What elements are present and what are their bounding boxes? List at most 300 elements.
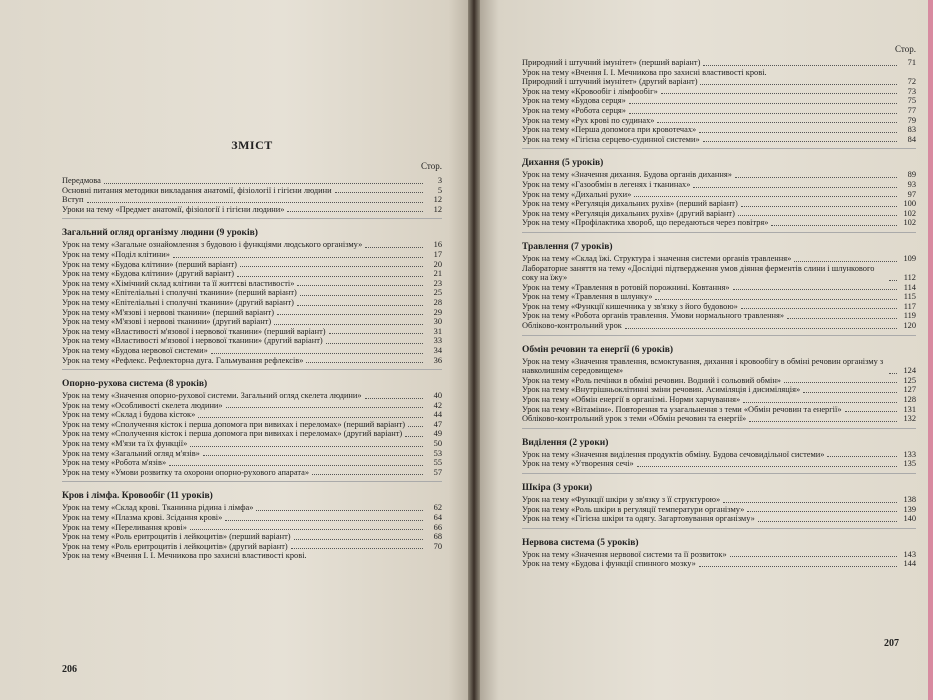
dot-leader: [300, 295, 423, 296]
dot-leader: [634, 196, 897, 197]
dot-leader: [277, 314, 423, 315]
toc-entry: [522, 180, 916, 190]
toc-section: [522, 428, 916, 469]
toc-entry-page: 140: [903, 514, 916, 524]
toc-entry-title: Вступ: [62, 195, 84, 205]
toc-entry-title: Урок на тему «Поділ клітини»: [62, 249, 170, 259]
toc-entry-title: Урок на тему «Роль еритроцитів і лейкоцитів» (перший варіант): [62, 532, 291, 542]
dot-leader: [203, 455, 423, 456]
dot-leader: [794, 261, 897, 262]
toc-entry-title: Урок на тему «Гігієна шкіри та одягу. Загартовування організму»: [522, 514, 755, 524]
toc-entry-page: 25: [433, 288, 442, 298]
dot-leader: [211, 353, 423, 354]
dot-leader: [730, 556, 897, 557]
toc-entry-title: Урок на тему «Особливості скелета людини»: [62, 400, 223, 410]
toc-entry: [62, 260, 442, 270]
toc-entry-title: Обліково-контрольний урок з теми «Обмін речовин та енергії»: [522, 414, 747, 424]
toc-entry-title: Урок на тему «Регуляція дихальних рухів» (перший варіант): [522, 199, 738, 209]
section-title: Шкіра (3 уроки): [522, 483, 593, 493]
section-title: Нервова система (5 уроків): [522, 537, 639, 548]
dot-leader: [225, 520, 423, 521]
right-page: [476, 0, 933, 700]
dot-leader: [723, 502, 897, 503]
dot-leader: [889, 373, 897, 374]
dot-leader: [655, 299, 897, 300]
dot-leader: [173, 257, 423, 258]
toc-entry-title: Урок на тему «М'язи та їх функції»: [62, 439, 188, 449]
dot-leader: [629, 113, 897, 114]
toc-entry-page: 5: [437, 185, 442, 195]
dot-leader: [693, 187, 897, 188]
page-number: 207: [884, 638, 899, 649]
dot-leader: [784, 382, 897, 383]
toc-entry-page: 138: [903, 495, 916, 504]
dot-leader: [657, 122, 897, 123]
toc-entry-page: 139: [903, 504, 916, 514]
toc-entry-title: Урок на тему «Утворення сечі»: [522, 459, 634, 469]
toc-entry-title: Передмова: [62, 176, 101, 185]
toc-entry: [522, 495, 916, 505]
toc-entry: [522, 459, 916, 469]
toc-entry-page: 132: [903, 414, 916, 424]
toc-entry-title: Природний і штучний імунітет» (другий варіант): [522, 77, 698, 87]
dot-leader: [703, 65, 897, 66]
toc-entry-page: 120: [903, 321, 916, 331]
toc-entry: [62, 356, 442, 366]
toc-section: [522, 528, 916, 569]
toc-entry-title: Урок на тему «Значення нервової системи та її розвиток»: [522, 549, 727, 559]
toc-entry-page: 57: [433, 467, 442, 477]
toc-entry: [62, 532, 442, 542]
toc-entry-page: 83: [907, 125, 916, 135]
section-divider: [522, 148, 916, 149]
section-divider: [522, 428, 916, 429]
toc-entry-page: 40: [433, 391, 442, 401]
section-title: Травлення (7 уроків): [522, 241, 613, 252]
toc-entry-title: Урок на тему «Умови розвитку та охорони опорно-рухового апарата»: [62, 467, 310, 477]
section-divider: [62, 218, 442, 219]
toc-entry: [62, 458, 442, 468]
dot-leader: [104, 183, 423, 184]
toc-entry: [522, 106, 916, 116]
dot-leader: [190, 446, 423, 447]
toc-entry: [522, 505, 916, 515]
toc-entry-title: Уроки на тему «Предмет анатомії, фізіології і гігієни людини»: [62, 204, 285, 214]
toc-entry-page: 30: [433, 317, 442, 327]
toc-entry-title: Урок на тему «Сполучення кісток і перша допомога при вивихах і переломах» (другий варіант): [62, 429, 403, 439]
toc-entry-title: Урок на тему «Склад і будова кісток»: [62, 410, 196, 420]
right-toc-list: [522, 58, 916, 569]
dot-leader: [240, 266, 423, 267]
toc-entry: [62, 449, 442, 459]
dot-leader: [87, 202, 423, 203]
toc-section: [62, 176, 442, 214]
dot-leader: [700, 84, 897, 85]
section-title: Опорно-рухова система (8 уроків): [62, 379, 208, 390]
toc-entry: [62, 250, 442, 260]
toc-entry-page: 23: [433, 278, 442, 288]
toc-entry-page: 12: [433, 204, 442, 214]
toc-entry-page: 17: [433, 249, 442, 259]
dot-leader: [845, 411, 897, 412]
section-title: Виділення (2 уроки): [522, 437, 609, 448]
toc-entry-title: Урок на тему «Загальний огляд м'язів»: [62, 448, 200, 458]
dot-leader: [405, 436, 423, 437]
toc-section: [522, 58, 916, 144]
toc-entry-page: 16: [433, 240, 442, 250]
toc-entry-page: 44: [433, 410, 442, 420]
toc-entry-page: 124: [903, 366, 916, 376]
toc-section: [522, 335, 916, 424]
dot-leader: [256, 510, 423, 511]
dot-leader: [306, 362, 423, 363]
dot-leader: [758, 521, 897, 522]
toc-entry-title: Лабораторне заняття на тему «Дослідні підтвердження умов діяння ферментів слини і шлункового соку на їжу»: [522, 263, 875, 283]
toc-entry-title: Урок на тему «Роль печінки в обміні речовин. Водний і сольовий обмін»: [522, 375, 781, 385]
toc-entry: [62, 195, 442, 205]
toc-entry-title: Урок на тему «Властивості м'язової і нервової тканини» (другий варіант): [62, 336, 323, 346]
dot-leader: [747, 511, 897, 512]
toc-entry: [62, 288, 442, 298]
toc-entry-title: Урок на тему «Робота м'язів»: [62, 458, 167, 468]
dot-leader: [190, 529, 423, 530]
left-toc-list: [62, 176, 442, 561]
toc-entry-page: 62: [433, 503, 442, 513]
toc-entry-page: 128: [903, 395, 916, 405]
toc-entry-page: 31: [433, 326, 442, 336]
toc-entry-page: 84: [907, 134, 916, 144]
toc-entry: [522, 302, 916, 312]
right-header: [522, 44, 916, 54]
section-divider: [522, 528, 916, 529]
toc-section: [522, 148, 916, 228]
dot-leader: [827, 456, 897, 457]
section-title: Загальний огляд організму людини (9 уроків): [62, 228, 258, 239]
toc-entry: [62, 429, 442, 439]
toc-section: [62, 369, 442, 477]
toc-entry: [522, 68, 916, 78]
toc-entry-page: 50: [433, 439, 442, 449]
toc-entry-page: 93: [907, 179, 916, 189]
section-divider: [522, 335, 916, 336]
toc-entry-title: Урок на тему «Рух крові по судинах»: [522, 115, 655, 125]
dot-leader: [637, 466, 897, 467]
dot-leader: [274, 324, 423, 325]
toc-entry-title: Урок на тему «Склад крові. Тканинна рідина і лімфа»: [62, 503, 254, 513]
toc-entry-page: 42: [433, 400, 442, 410]
toc-entry-title: Урок на тему «Значення виділення продуктів обміну. Будова сечовидільної системи»: [522, 449, 825, 459]
toc-entry: [62, 186, 442, 196]
toc-entry: [522, 357, 916, 376]
toc-entry-title: Урок на тему «Внутрішньоклітинні зміни речовин. Асиміляція і дисиміляція»: [522, 385, 801, 395]
toc-entry-title: Урок на тему «Кровообіг і лімфообіг»: [522, 86, 658, 96]
dot-leader: [294, 539, 423, 540]
toc-entry-page: 135: [903, 459, 916, 469]
dot-leader: [625, 328, 897, 329]
toc-entry-page: 117: [903, 301, 916, 311]
toc-entry: [522, 283, 916, 293]
toc-entry-page: 3: [437, 176, 442, 185]
toc-entry-page: 119: [903, 311, 916, 321]
toc-entry: [522, 135, 916, 145]
section-divider: [522, 473, 916, 474]
toc-entry-page: 143: [903, 549, 916, 559]
toc-entry: [62, 269, 442, 279]
toc-entry: [522, 264, 916, 283]
toc-entry: [62, 336, 442, 346]
dot-leader: [733, 289, 897, 290]
toc-entry-page: 33: [433, 336, 442, 346]
toc-entry-page: 77: [907, 105, 916, 115]
page-column-label: Стор.: [895, 44, 916, 54]
toc-entry: [62, 523, 442, 533]
toc-entry: [522, 385, 916, 395]
dot-leader: [699, 132, 897, 133]
toc-entry-title: Урок на тему «Гігієна серцево-судинної системи»: [522, 134, 700, 144]
toc-entry-title: Урок на тему «Профілактика хвороб, що передаються через повітря»: [522, 218, 769, 228]
contents-heading-block: [62, 138, 442, 171]
toc-entry-title: Урок на тему «Загальне ознайомлення з будовою і функціями людського організму»: [62, 240, 363, 250]
toc-entry: [522, 58, 916, 68]
dot-leader: [169, 465, 423, 466]
toc-entry-title: Урок на тему «Плазма крові. Зсідання крові»: [62, 513, 223, 523]
toc-entry-title: Урок на тему «Будова нервової системи»: [62, 345, 208, 355]
toc-entry: [62, 542, 442, 552]
toc-entry-page: 97: [907, 189, 916, 199]
toc-entry: [62, 298, 442, 308]
dot-leader: [408, 426, 423, 427]
toc-entry: [62, 468, 442, 478]
toc-entry-page: 79: [907, 115, 916, 125]
toc-entry-page: 49: [433, 429, 442, 439]
page-number: 206: [62, 664, 77, 675]
toc-entry: [62, 279, 442, 289]
toc-entry-title: Урок на тему «Значення травлення, всмоктування, дихання і кровообігу в обміні речовин організму з навколишнім середовищем»: [522, 356, 884, 376]
toc-entry: [522, 376, 916, 386]
toc-entry-page: 102: [903, 208, 916, 218]
toc-entry-title: Урок на тему «Переливання крові»: [62, 522, 187, 532]
toc-entry-page: 75: [907, 96, 916, 106]
toc-entry-title: Урок на тему «Робота серця»: [522, 105, 626, 115]
toc-entry-title: Урок на тему «Травлення в ротовій порожнині. Ковтання»: [522, 282, 730, 292]
cover-edge: [928, 0, 933, 700]
toc-entry-page: 127: [903, 385, 916, 395]
toc-entry: [522, 77, 916, 87]
toc-entry-title: Урок на тему «Травлення в шлунку»: [522, 292, 653, 302]
toc-entry: [522, 209, 916, 219]
toc-entry-page: 20: [433, 259, 442, 269]
toc-entry-page: 100: [903, 199, 916, 209]
toc-entry: [522, 87, 916, 97]
toc-entry: [522, 218, 916, 228]
toc-entry-page: 29: [433, 307, 442, 317]
dot-leader: [738, 215, 897, 216]
book-gutter: [468, 0, 480, 700]
toc-entry-page: 28: [433, 297, 442, 307]
toc-entry-page: 47: [433, 419, 442, 429]
dot-leader: [312, 474, 423, 475]
toc-entry-page: 12: [433, 195, 442, 205]
toc-entry-page: 144: [903, 559, 916, 569]
toc-entry-page: 114: [903, 282, 916, 292]
toc-entry-title: Урок на тему «Роль еритроцитів і лейкоцитів» (другий варіант): [62, 541, 288, 551]
dot-leader: [297, 305, 423, 306]
toc-entry: [522, 450, 916, 460]
dot-leader: [787, 318, 897, 319]
dot-leader: [735, 177, 897, 178]
toc-entry-page: 112: [903, 273, 916, 283]
toc-entry-title: Обліково-контрольний урок: [522, 321, 622, 331]
dot-leader: [335, 192, 423, 193]
dot-leader: [329, 333, 423, 334]
section-title: Обмін речовин та енергії (6 уроків): [522, 344, 674, 355]
toc-entry-page: 68: [433, 532, 442, 542]
toc-entry-page: 72: [907, 77, 916, 87]
toc-entry-title: Урок на тему «Обмін енергії в організмі. Норми харчування»: [522, 395, 741, 405]
dot-leader: [365, 247, 423, 248]
toc-entry: [62, 551, 442, 561]
toc-entry-title: Урок на тему «Будова серця»: [522, 96, 626, 106]
toc-entry: [522, 395, 916, 405]
toc-entry-page: 55: [433, 458, 442, 468]
dot-leader: [771, 225, 897, 226]
toc-entry-title: Урок на тему «Будова і функції спинного мозку»: [522, 559, 696, 569]
toc-entry: [522, 254, 916, 264]
toc-entry-page: 34: [433, 345, 442, 355]
toc-entry-title: Урок на тему «Регуляція дихальних рухів» (другий варіант): [522, 208, 735, 218]
toc-entry: [522, 311, 916, 321]
toc-entry-page: 102: [903, 218, 916, 228]
toc-entry: [62, 420, 442, 430]
toc-entry-page: 133: [903, 449, 916, 459]
toc-entry-title: Урок на тему «Робота органів травлення. Умови нормального травлення»: [522, 311, 785, 321]
toc-entry: [62, 308, 442, 318]
toc-entry-title: Урок на тему «Хімічний склад клітини та її життєві властивості»: [62, 278, 295, 288]
toc-entry: [522, 414, 916, 424]
toc-section: [62, 481, 442, 561]
toc-entry-title: Урок на тему «Епітеліальні і сполучні тканини» (перший варіант): [62, 288, 297, 298]
toc-entry: [62, 176, 442, 186]
toc-entry: [522, 125, 916, 135]
toc-entry: [62, 391, 442, 401]
dot-leader: [803, 392, 897, 393]
toc-entry: [62, 439, 442, 449]
dot-leader: [889, 280, 897, 281]
toc-entry: [62, 205, 442, 215]
toc-entry: [62, 503, 442, 513]
toc-entry-title: Урок на тему «Склад їжі. Структура і значення системи органів травлення»: [522, 253, 792, 263]
toc-entry-title: Урок на тему «Вчення І. І. Мечникова про захисні властивості крові.: [62, 551, 307, 561]
toc-entry-title: Урок на тему «М'язові і нервові тканини» (другий варіант): [62, 317, 272, 327]
toc-entry: [62, 327, 442, 337]
toc-entry: [522, 170, 916, 180]
toc-entry-page: 70: [433, 541, 442, 551]
toc-entry: [62, 401, 442, 411]
dot-leader: [226, 407, 423, 408]
toc-entry-title: Урок на тему «Значення дихання. Будова органів дихання»: [522, 170, 732, 180]
toc-entry-title: Урок на тему «М'язові і нервові тканини» (перший варіант): [62, 307, 274, 317]
toc-entry-title: Урок на тему «Будова клітини» (перший варіант): [62, 259, 237, 269]
toc-entry-page: 53: [433, 448, 442, 458]
toc-entry: [62, 240, 442, 250]
toc-entry-page: 64: [433, 513, 442, 523]
dot-leader: [365, 398, 423, 399]
toc-entry-title: Урок на тему «Роль шкіри в регуляції температури організму»: [522, 504, 745, 514]
toc-entry: [522, 190, 916, 200]
section-title: Кров і лімфа. Кровообіг (11 уроків): [62, 491, 213, 502]
section-divider: [62, 369, 442, 370]
dot-leader: [198, 417, 423, 418]
toc-entry-page: 71: [907, 58, 916, 67]
dot-leader: [661, 93, 897, 94]
dot-leader: [629, 103, 897, 104]
toc-entry: [522, 116, 916, 126]
toc-entry-title: Урок на тему «Будова клітини» (другий варіант): [62, 269, 235, 279]
toc-entry-title: Урок на тему «Функції шкіри у зв'язку з її структурою»: [522, 495, 721, 504]
toc-entry-title: Основні питання методики викладання анатомії, фізіології і гігієни людини: [62, 185, 332, 195]
dot-leader: [703, 141, 897, 142]
toc-section: [522, 232, 916, 331]
dot-leader: [297, 285, 423, 286]
toc-entry: [522, 321, 916, 331]
toc-entry-page: 36: [433, 355, 442, 365]
toc-entry-title: Урок на тему «Вітаміни». Повторення та узагальнення з теми «Обмін речовин та енергії»: [522, 404, 842, 414]
contents-heading: ЗМІСТ: [231, 138, 273, 152]
section-title: Дихання (5 уроків): [522, 158, 604, 169]
toc-entry-title: Урок на тему «Сполучення кісток і перша допомога при вивихах і переломах» (перший варіант): [62, 419, 406, 429]
toc-entry-title: Урок на тему «Функції кишечника у зв'язку з його будовою»: [522, 301, 738, 311]
dot-leader: [291, 548, 423, 549]
dot-leader: [326, 343, 423, 344]
toc-entry-page: 125: [903, 375, 916, 385]
dot-leader: [287, 211, 423, 212]
toc-entry-title: Природний і штучний імунітет» (перший варіант): [522, 58, 701, 67]
toc-entry-page: 89: [907, 170, 916, 180]
toc-entry: [522, 199, 916, 209]
toc-entry-title: Урок на тему «Перша допомога при кровотечах»: [522, 125, 697, 135]
dot-leader: [237, 276, 423, 277]
toc-entry-page: 73: [907, 86, 916, 96]
toc-entry: [62, 410, 442, 420]
toc-entry-title: Урок на тему «Властивості м'язової і нервової тканини» (перший варіант): [62, 326, 326, 336]
toc-entry-title: Урок на тему «Рефлекс. Рефлекторна дуга. Гальмування рефлексів»: [62, 355, 304, 365]
toc-section: [522, 473, 916, 524]
section-divider: [62, 481, 442, 482]
toc-entry: [522, 550, 916, 560]
page-column-label: Стор.: [421, 161, 442, 171]
toc-entry-page: 66: [433, 522, 442, 532]
dot-leader: [749, 421, 897, 422]
toc-entry: [522, 292, 916, 302]
toc-entry-title: Урок на тему «Епітеліальні і сполучні тканини» (другий варіант): [62, 297, 294, 307]
toc-entry: [62, 346, 442, 356]
toc-entry: [522, 559, 916, 569]
toc-entry-page: 131: [903, 404, 916, 414]
dot-leader: [741, 206, 897, 207]
dot-leader: [743, 402, 897, 403]
toc-entry-title: Урок на тему «Вчення І. І. Мечникова про захисні властивості крові.: [522, 67, 767, 77]
toc-entry-page: 115: [903, 292, 916, 302]
toc-section: [62, 218, 442, 365]
section-divider: [522, 232, 916, 233]
toc-entry: [62, 513, 442, 523]
toc-entry: [522, 405, 916, 415]
toc-entry-title: Урок на тему «Газообмін в легенях і тканинах»: [522, 179, 691, 189]
toc-entry-title: Урок на тему «Дихальні рухи»: [522, 189, 632, 199]
toc-entry-page: 21: [433, 269, 442, 279]
toc-entry-page: 109: [903, 253, 916, 263]
toc-entry: [62, 317, 442, 327]
